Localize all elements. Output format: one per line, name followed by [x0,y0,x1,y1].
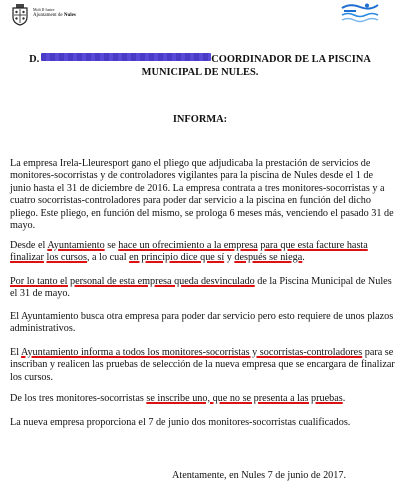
header-line2: Ajuntament de Nules [33,13,76,18]
document-title: D. COORDINADOR DE LA PISCINA MUNICIPAL DE NULES. [29,54,371,78]
paragraph-6: De los tres monitores-socorristas se inscribe uno, que no se presenta a las pruebas. [10,393,346,404]
paragraph-5: El Ayuntamiento informa a todos los monitores-socorristas y socorristas-controladores para se inscriban y realicen las pruebas de selección de la nueva empresa que se encargara de finalizar los cursos. [10,347,395,383]
header-line1: Molt Il·lustre [33,7,55,12]
informa-heading: INFORMA: [172,114,228,125]
redaction-bar [41,53,211,61]
signature-line: Atentamente, en Nules 7 de junio de 2017. [172,470,346,481]
paragraph-2: Desde el Ayuntamiento se hace un ofrecimiento a la empresa para que esta facture hasta finalizar los cursos, a lo cual en principio dice que sí y después se niega. [10,240,368,264]
paragraph-1: La empresa Irela-Lleuresport gano el pliego que adjudicaba la prestación de servicios de monitores-socorristas y de controladores vigilantes para la piscina de Nules desde el 1 de junio hasta el 31 de diciembre de 2016. La empresa contrata a tres monitores-socorristas y a cuatro socorristas-controladores para poder dar servicio a la piscina en función del dicho pliego. Este pliego, en función del mismo, se prologa 6 meses más, venciendo el pasado 31 de mayo. [10,158,394,232]
paragraph-4: El Ayuntamiento busca otra empresa para poder dar servicio pero esto requiere de unos plazos administrativos. [10,311,394,335]
paragraph-3: Por lo tanto el personal de esta empresa queda desvinculado de la Piscina Municipal de Nules el 31 de mayo. [10,276,392,300]
paragraph-7: La nueva empresa proporciona el 7 de junio dos monitores-socorristas cualificados. [10,417,351,428]
coat-of-arms-icon [10,4,30,26]
pool-swimmer-logo-icon [340,2,380,24]
